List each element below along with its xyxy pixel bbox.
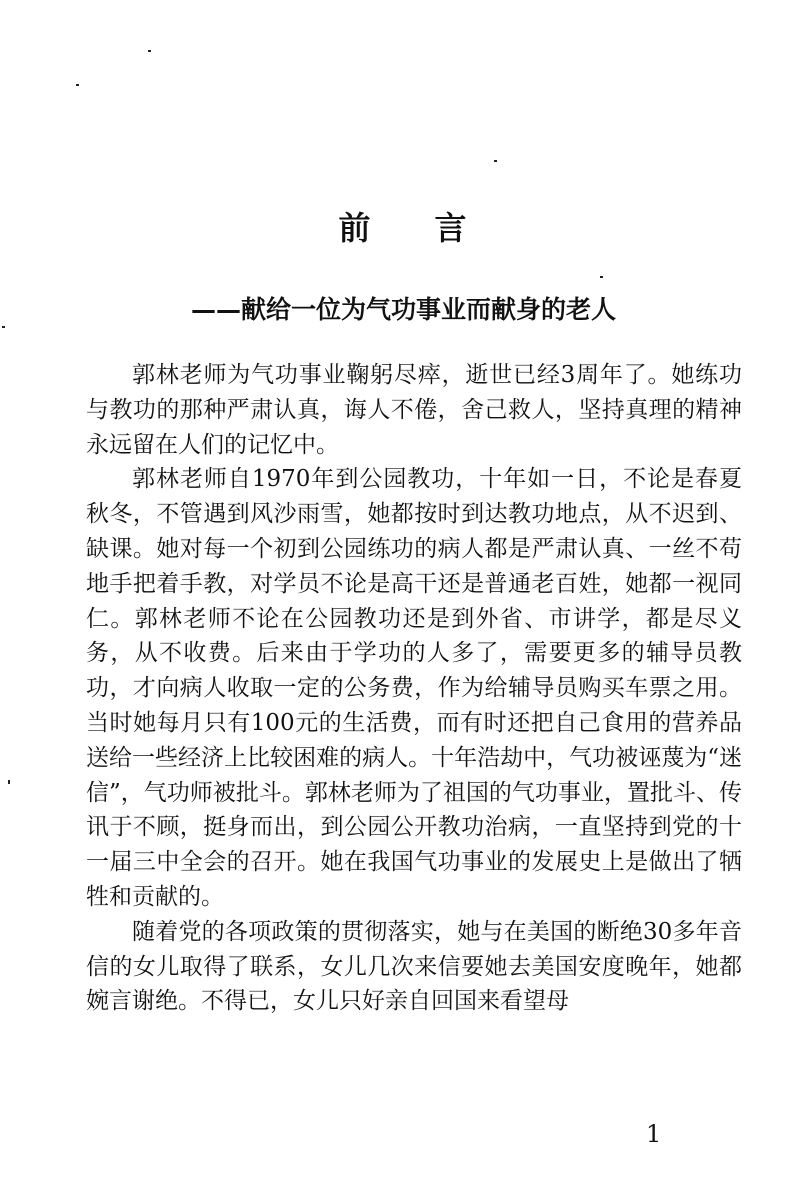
page-number: 1 (646, 1120, 662, 1148)
title-char-1: 前 (338, 209, 373, 247)
paragraph-2: 郭林老师自1970年到公园教功，十年如一日，不论是春夏秋冬，不管遇到风沙雨雪，她都按时到达教功地点，从不迟到、缺课。她对每一个初到公园练功的病人都是严肃认真、一丝不苟地手把着手教，对学员不论是高干还是普通老百姓，她都一视同仁。郭林老师不论在公园教功还是到外省、市讲学，都是尽义务，从不收费。后来由于学功的人多了，需要更多的辅导员教功，才向病人收取一定的公务费，作为给辅导员购买车票之用。当时她每月只有100元的生活费，而有时还把自己食用的营养品送给一些经济上比较困难的病人。十年浩劫中，气功被诬蔑为“迷信”，气功师被批斗。郭林老师为了祖国的气功事业，置批斗、传讯于不顾，挺身而出，到公园公开教功治病，一直坚持到党的十一届三中全会的召开。她在我国气功事业的发展史上是做出了牺牲和贡献的。 (86, 466, 742, 910)
scan-speck (8, 780, 10, 784)
dedication-subtitle: ——献给一位为气功事业而献身的老人 (190, 295, 616, 324)
scan-speck (148, 50, 151, 52)
scan-speck (2, 326, 5, 328)
paragraph-3: 随着党的各项政策的贯彻落实，她与在美国的断绝30多年音信的女儿取得了联系，女儿几次来信要她去美国安度晚年，她都婉言谢绝。不得已，女儿只好亲自回国来看望母 (86, 918, 742, 1015)
scan-speck (494, 160, 497, 162)
body-text (86, 358, 742, 1019)
paragraph-1: 郭林老师为气功事业鞠躬尽瘁，逝世已经3周年了。她练功与教功的那种严肃认真，诲人不倦，舍己救人，坚持真理的精神永远留在人们的记忆中。 (86, 362, 742, 458)
scan-speck (600, 276, 603, 278)
page-title (0, 203, 807, 249)
scan-speck (76, 84, 79, 86)
title-char-2: 言 (434, 209, 469, 247)
